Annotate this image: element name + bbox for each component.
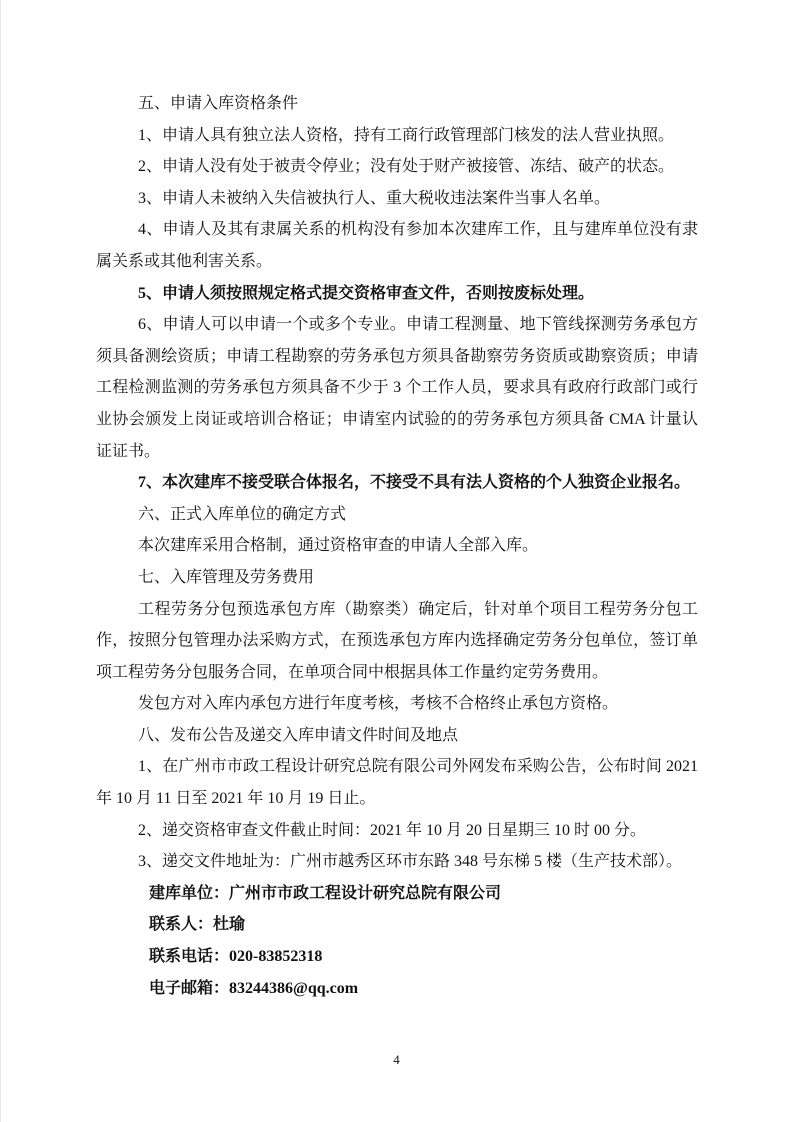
section-heading-5: 五、申请入库资格条件 <box>138 95 299 112</box>
item-1: 1、申请人具有独立法人资格，持有工商行政管理部门核发的法人营业执照。 <box>138 126 675 144</box>
section-heading-6: 六、正式入库单位的确定方式 <box>138 505 347 523</box>
contact-company: 建库单位：广州市市政工程设计研究总院有限公司 <box>149 884 502 902</box>
item-7-bold: 7、本次建库不接受联合体报名，不接受不具有法人资格的个人独资企业报名。 <box>138 474 691 492</box>
section-8-item-1: 1、在广州市市政工程设计研究总院有限公司外网发布采购公告，公布时间 2021 年 10 月 11 日至 2021 年 10 月 19 日止。 <box>96 758 698 808</box>
section-heading-7: 七、入库管理及劳务费用 <box>138 568 315 586</box>
section-8-item-2: 2、递交资格审查文件截止时间：2021 年 10 月 20 日星期三 10 时 00 分。 <box>138 821 647 839</box>
contact-person: 联系人：杜瑜 <box>149 916 246 934</box>
section-7-body-1: 工程劳务分包预选承包方库（勘察类）确定后，针对单个项目工程劳务分包工作，按照分包管理办法采购方式，在预选承包方库内选择确定劳务分包单位，签订单项工程劳务分包服务合同，在单项合同中根据具体工作量约定劳务费用。 <box>96 600 698 681</box>
section-7-body-2: 发包方对入库内承包方进行年度考核，考核不合格终止承包方资格。 <box>138 695 619 713</box>
page-number: 4 <box>393 1052 400 1067</box>
contact-phone: 联系电话：020-83852318 <box>149 948 323 966</box>
document-body <box>96 88 698 1004</box>
section-heading-8: 八、发布公告及递交入库申请文件时间及地点 <box>138 726 459 744</box>
item-5-bold: 5、申请人须按照规定格式提交资格审查文件，否则按废标处理。 <box>138 284 595 302</box>
item-4: 4、申请人及其有隶属关系的机构没有参加本次建库工作，且与建库单位没有隶属关系或其他利害关系。 <box>96 221 698 270</box>
section-8-item-3: 3、递交文件地址为：广州市越秀区环市东路 348 号东梯 5 楼（生产技术部）。 <box>138 853 683 871</box>
contact-email: 电子邮箱：83244386@qq.com <box>149 979 359 997</box>
section-6-body: 本次建库采用合格制，通过资格审查的申请人全部入库。 <box>138 537 539 555</box>
item-6: 6、申请人可以申请一个或多个专业。申请工程测量、地下管线探测劳务承包方须具备测绘资质；申请工程勘察的劳务承包方须具备勘察劳务资质或勘察资质；申请工程检测监测的劳务承包方须具备不少于 3 个工作人员，要求具有政府行政部门或行业协会颁发上岗证或培训合格证；申请室内试验的的劳务承包方须具备 CMA 计量认证证书。 <box>96 316 698 460</box>
item-3: 3、申请人未被纳入失信被执行人、重大税收违法案件当事人名单。 <box>138 189 611 207</box>
item-2: 2、申请人没有处于被责令停业；没有处于财产被接管、冻结、破产的状态。 <box>138 158 675 176</box>
